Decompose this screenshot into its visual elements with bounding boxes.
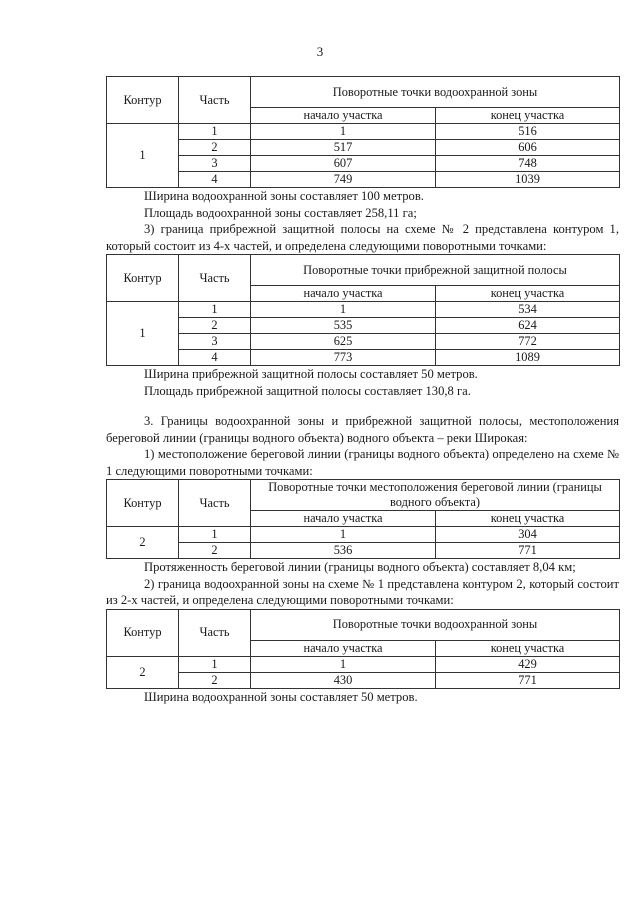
paragraph: Ширина прибрежной защитной полосы составляет 50 метров. (144, 367, 478, 381)
end-cell: 771 (436, 672, 620, 688)
paragraph: 3) граница прибрежной защитной полосы на схеме № 2 представлена контуром 1, который состоит из 4-х частей, и определена следующими поворотными точками: (106, 222, 619, 253)
part-cell: 1 (179, 124, 251, 140)
part-cell: 2 (179, 672, 251, 688)
start-cell: 773 (251, 350, 436, 366)
part-cell: 2 (179, 318, 251, 334)
paragraph: 2) граница водоохранной зоны на схеме № 1 представлена контуром 2, который состоит из 2-х частей, и определена следующими поворотными точками: (106, 576, 619, 607)
paragraph: Ширина водоохранной зоны составляет 50 метров. (144, 689, 418, 704)
part-cell: 2 (179, 140, 251, 156)
header-turning-points: Поворотные точки прибрежной защитной полосы (251, 255, 620, 286)
header-start: начало участка (251, 108, 436, 124)
part-cell: 4 (179, 350, 251, 366)
header-end: конец участка (436, 511, 620, 527)
end-cell: 772 (436, 334, 620, 350)
header-part: Часть (179, 609, 251, 656)
header-end: конец участка (436, 640, 620, 656)
end-cell: 304 (436, 527, 620, 543)
end-cell: 534 (436, 302, 620, 318)
start-cell: 607 (251, 156, 436, 172)
part-cell: 3 (179, 156, 251, 172)
header-start: начало участка (251, 640, 436, 656)
header-part: Часть (179, 77, 251, 124)
paragraph: Ширина водоохранной зоны составляет 100 метров. (144, 189, 424, 203)
shoreline-table (106, 479, 620, 559)
contour-cell: 1 (107, 302, 179, 366)
end-cell: 748 (436, 156, 620, 172)
end-cell: 624 (436, 318, 620, 334)
header-turning-points: Поворотные точки водоохранной зоны (251, 609, 620, 640)
end-cell: 771 (436, 543, 620, 559)
contour-cell: 2 (107, 656, 179, 688)
header-contour: Контур (107, 255, 179, 302)
start-cell: 1 (251, 656, 436, 672)
page-number: 3 (316, 44, 324, 59)
start-cell: 1 (251, 302, 436, 318)
header-end: конец участка (436, 108, 620, 124)
start-cell: 517 (251, 140, 436, 156)
coastal-protection-strip-table (106, 254, 620, 366)
section-heading: 3. Границы водоохранной зоны и прибрежной защитной полосы, местоположения береговой линии (границы водного объекта) водного объекта – реки Широкая: (106, 414, 619, 445)
start-cell: 430 (251, 672, 436, 688)
water-protection-zone-table-2 (106, 609, 620, 689)
header-part: Часть (179, 255, 251, 302)
header-contour: Контур (107, 77, 179, 124)
end-cell: 516 (436, 124, 620, 140)
header-part: Часть (179, 480, 251, 527)
part-cell: 2 (179, 543, 251, 559)
start-cell: 749 (251, 172, 436, 188)
document-body (106, 76, 619, 705)
contour-cell: 1 (107, 124, 179, 188)
header-end: конец участка (436, 286, 620, 302)
end-cell: 1039 (436, 172, 620, 188)
start-cell: 1 (251, 124, 436, 140)
header-contour: Контур (107, 480, 179, 527)
end-cell: 606 (436, 140, 620, 156)
start-cell: 1 (251, 527, 436, 543)
part-cell: 1 (179, 527, 251, 543)
header-start: начало участка (251, 511, 436, 527)
header-start: начало участка (251, 286, 436, 302)
header-contour: Контур (107, 609, 179, 656)
paragraph: Протяженность береговой линии (границы водного объекта) составляет 8,04 км; (144, 560, 576, 574)
paragraph: Площадь прибрежной защитной полосы составляет 130,8 га. (144, 383, 471, 398)
contour-cell: 2 (107, 527, 179, 559)
end-cell: 1089 (436, 350, 620, 366)
header-turning-points: Поворотные точки местоположения береговой линии (границы водного объекта) (251, 480, 620, 511)
header-turning-points: Поворотные точки водоохранной зоны (251, 77, 620, 108)
paragraph: 1) местоположение береговой линии (границы водного объекта) определено на схеме № 1 следующими поворотными точками: (106, 447, 619, 478)
start-cell: 625 (251, 334, 436, 350)
part-cell: 4 (179, 172, 251, 188)
paragraph: Площадь водоохранной зоны составляет 258,11 га; (144, 205, 417, 220)
part-cell: 3 (179, 334, 251, 350)
start-cell: 535 (251, 318, 436, 334)
water-protection-zone-table (106, 76, 620, 188)
part-cell: 1 (179, 656, 251, 672)
start-cell: 536 (251, 543, 436, 559)
part-cell: 1 (179, 302, 251, 318)
end-cell: 429 (436, 656, 620, 672)
